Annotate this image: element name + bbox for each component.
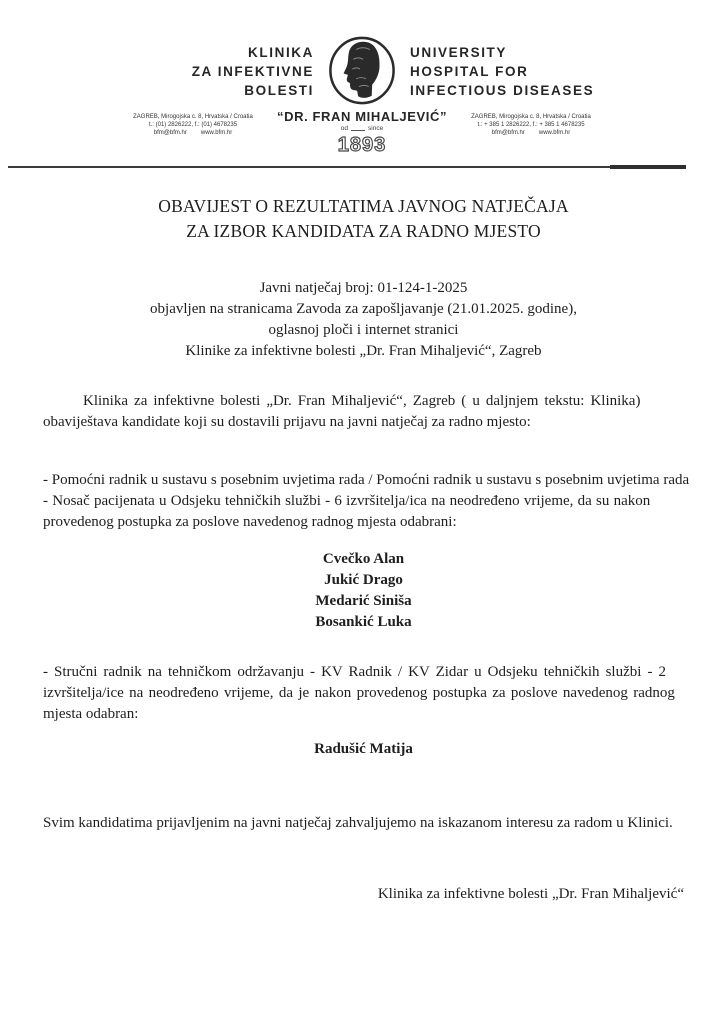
job2-line2: izvršitelja/ice na neodređeno vrijeme, da je nakon provedenog postupka za poslove navedenog radnog [43,685,675,701]
job1-candidate-list [43,549,684,633]
notice-published: objavljen na stranicama Zavoda za zapošljavanje (21.01.2025. godine), [150,301,577,317]
job1-paragraph [43,470,690,533]
notice-board: oglasnoj ploči i internet stranici [268,322,459,338]
address-en-email: bfm@bfm.hr [491,130,525,136]
established [277,125,447,158]
document-body [0,194,724,905]
established-year-text: 1893 [337,134,387,156]
job1-line3: provedenog postupka za poslove navedenog radnog mjesta odabrani: [43,514,457,530]
title-line1: OBAVIJEST O REZULTATIMA JAVNOG NATJEČAJA [158,196,569,216]
title-line2: ZA IZBOR KANDIDATA ZA RADNO MJESTO [186,221,541,241]
intro-paragraph [43,391,684,433]
address-hr-email: bfm@bfm.hr [153,130,187,136]
established-year [326,132,398,158]
notice-clinic: Klinike za infektivne bolesti „Dr. Fran Mihaljević“, Zagreb [185,343,542,359]
header-divider-thick-segment [610,165,686,169]
candidate-name: Bosankić Luka [315,614,412,630]
address-hr-phone: t.: (01) 2826222, f.: (01) 4678235 [148,122,238,128]
address-english [447,109,615,137]
org-name-english [410,43,608,100]
job1-line2: - Nosač pacijenata u Odsjeku tehničkih službi - 6 izvršitelja/ica na neodređeno vrijeme, da su nakon [43,493,651,509]
candidate-name: Jukić Drago [324,572,403,588]
established-since: since [368,125,384,132]
org-en-line3: INFECTIOUS DISEASES [410,82,595,98]
letterhead-center [277,109,447,158]
address-croatian [109,109,277,137]
job2-paragraph [43,662,684,725]
job2-line3: mjesta odabran: [43,706,139,722]
established-od: od [340,125,349,132]
signature: Klinika za infektivne bolesti „Dr. Fran Mihaljević“ [377,886,684,902]
candidate-name: Cvečko Alan [322,551,405,567]
established-caption [277,125,447,132]
letterhead-names-row [0,36,724,106]
job2-line1: - Stručni radnik na tehničkom održavanju - KV Radnik / KV Zidar u Odsjeku tehničkih službi - 2 [43,664,667,680]
org-en-line2: HOSPITAL FOR [410,63,529,79]
notice-block [43,278,684,362]
letterhead [0,0,724,158]
candidate-name: Medarić Siniša [315,593,412,609]
notice-number: Javni natječaj broj: 01-124-1-2025 [259,280,468,296]
org-name-croatian [116,43,314,100]
address-hr-web: www.bfm.hr [200,130,233,136]
established-rule [351,130,365,131]
address-en-street: ZAGREB, Mirogojska c. 8, Hrvatska / Croatia [471,114,591,120]
header-divider [0,165,724,170]
job1-line1: - Pomoćni radnik u sustavu s posebnim uvjetima rada / Pomoćni radnik u sustavu s posebnim uvjetima rada [43,472,690,488]
org-hr-line1: KLINIKA [248,44,314,60]
job2-candidate: Radušić Matija [314,741,413,757]
org-en-line1: UNIVERSITY [410,44,508,60]
address-hr-street: ZAGREB, Mirogojska c. 8, Hrvatska / Croatia [133,114,253,120]
intro-line2: obaviještava kandidate koji su dostavili prijavu na javni natječaj za radno mjesto: [43,414,531,430]
address-en-web: www.bfm.hr [538,130,571,136]
intro-line1: Klinika za infektivne bolesti „Dr. Fran Mihaljević“, Zagreb ( u daljnjem tekstu: Klinika) [83,393,641,409]
document-title [43,194,684,244]
address-en-phone: t.: + 385 1 2826222, f.: + 385 1 4678235 [477,122,585,128]
closing-paragraph: Svim kandidatima prijavljenim na javni natječaj zahvaljujemo na iskazanom interesu za radom u Klinici. [43,815,673,831]
org-hr-line2: ZA INFEKTIVNE [191,63,314,79]
portrait-medallion-icon [327,36,397,106]
header-divider-line [8,166,686,168]
letterhead-address-row [0,109,724,158]
doctor-name: “DR. FRAN MIHALJEVIĆ” [277,109,448,124]
org-hr-line3: BOLESTI [244,82,314,98]
